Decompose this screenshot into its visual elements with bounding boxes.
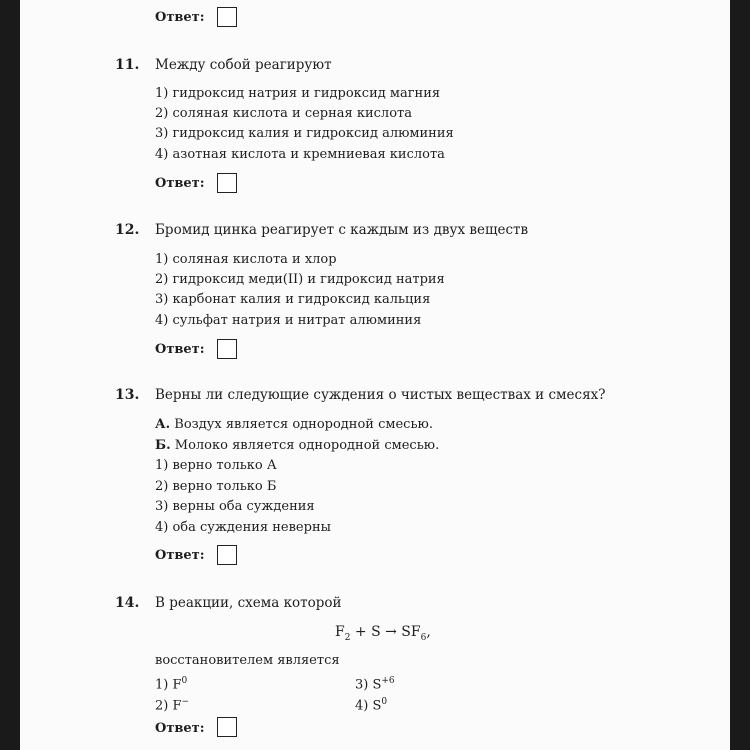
answer-box-12[interactable] bbox=[217, 339, 237, 359]
answer-label: Ответ: bbox=[155, 342, 205, 357]
question-13-statement-b: Б. Молоко является однородной смесью. bbox=[155, 438, 440, 453]
question-12-option-3: 3) карбонат калия и гидроксид кальция bbox=[155, 292, 431, 307]
document-page bbox=[20, 0, 730, 750]
question-13-option-3: 3) верны оба суждения bbox=[155, 499, 315, 514]
question-13-text: Верны ли следующие суждения о чистых веществах и смесях? bbox=[155, 387, 606, 403]
question-11-option-4: 4) азотная кислота и кремниевая кислота bbox=[155, 147, 445, 162]
answer-box-11[interactable] bbox=[217, 173, 237, 193]
answer-box-13[interactable] bbox=[217, 545, 237, 565]
question-12-number: 12. bbox=[115, 222, 140, 238]
question-13-option-4: 4) оба суждения неверны bbox=[155, 520, 331, 535]
answer-label: Ответ: bbox=[155, 10, 205, 25]
reaction-formula: $F_2 + S \to SF_6$, bbox=[335, 624, 431, 643]
question-14-text: В реакции, схема которой bbox=[155, 595, 342, 611]
question-11-option-1: 1) гидроксид натрия и гидроксид магния bbox=[155, 86, 441, 101]
question-13-statement-a: А. Воздух является однородной смесью. bbox=[155, 417, 433, 432]
question-13-option-2: 2) верно только Б bbox=[155, 479, 277, 494]
question-14-option-2: 2) F− bbox=[155, 697, 190, 714]
answer-box-14[interactable] bbox=[217, 717, 237, 737]
question-11-option-2: 2) соляная кислота и серная кислота bbox=[155, 106, 412, 121]
question-12-option-1: 1) соляная кислота и хлор bbox=[155, 252, 337, 267]
question-11-option-3: 3) гидроксид калия и гидроксид алюминия bbox=[155, 126, 454, 141]
answer-label: Ответ: bbox=[155, 176, 205, 191]
question-14-option-4: 4) $S^0$ bbox=[355, 697, 388, 714]
question-11-number: 11. bbox=[115, 57, 140, 73]
question-14-option-1: 1) $F^0$ bbox=[155, 676, 188, 693]
question-12-text: Бромид цинка реагирует с каждым из двух веществ bbox=[155, 222, 529, 238]
question-14-option-3: 3) $S^{+6}$ bbox=[355, 676, 395, 693]
question-11-text: Между собой реагируют bbox=[155, 57, 332, 73]
question-14-number: 14. bbox=[115, 595, 140, 611]
question-12-option-2: 2) гидроксид меди(II) и гидроксид натрия bbox=[155, 272, 445, 287]
question-13-option-1: 1) верно только А bbox=[155, 458, 277, 473]
answer-label: Ответ: bbox=[155, 721, 205, 736]
question-13-number: 13. bbox=[115, 387, 140, 403]
question-14-after: восстановителем является bbox=[155, 653, 340, 668]
question-12-option-4: 4) сульфат натрия и нитрат алюминия bbox=[155, 313, 422, 328]
answer-box-10[interactable] bbox=[217, 7, 237, 27]
answer-label: Ответ: bbox=[155, 548, 205, 563]
